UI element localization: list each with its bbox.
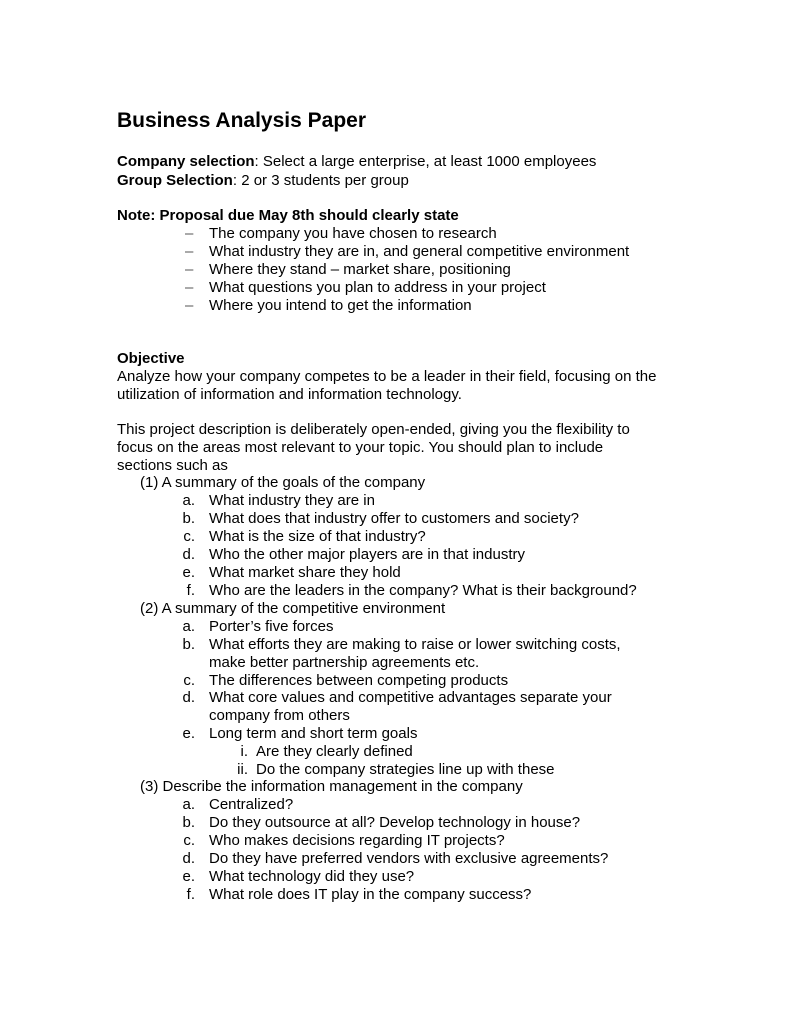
note-item-text: Where you intend to get the information	[209, 297, 472, 314]
objective-line: Analyze how your company competes to be a leader in their field, focusing on the	[117, 368, 657, 385]
list-marker: c.	[183, 672, 195, 689]
list-item: Do they have preferred vendors with exclusive agreements?	[209, 850, 609, 867]
roman-marker: ii.	[237, 761, 248, 778]
list-marker: f.	[186, 886, 195, 903]
section-heading: (1) A summary of the goals of the company	[140, 474, 426, 491]
list-marker: d.	[182, 546, 195, 563]
roman-marker: i.	[240, 743, 248, 760]
list-item: What market share they hold	[209, 564, 401, 581]
group-selection-label: Group Selection	[117, 172, 233, 189]
list-marker: d.	[182, 850, 195, 867]
note-item	[185, 225, 497, 243]
list-marker: e.	[182, 725, 195, 742]
group-selection-line	[117, 172, 409, 190]
dash-bullet: –	[185, 279, 194, 296]
list-item: What industry they are in	[209, 492, 375, 509]
description-line: This project description is deliberately open-ended, giving you the flexibility to	[117, 421, 630, 438]
description-line: sections such as	[117, 457, 228, 474]
list-marker: b.	[182, 510, 195, 527]
list-item: What core values and competitive advantages separate your	[209, 689, 612, 706]
list-item: Who the other major players are in that industry	[209, 546, 525, 563]
list-item: Centralized?	[209, 796, 294, 813]
sub-list-item: Are they clearly defined	[256, 743, 413, 760]
list-item: Long term and short term goals	[209, 725, 418, 742]
list-marker: c.	[183, 832, 195, 849]
note-item	[185, 297, 472, 315]
list-item: The differences between competing products	[209, 672, 509, 689]
list-marker: e.	[182, 564, 195, 581]
list-marker: f.	[186, 582, 195, 599]
page-title: Business Analysis Paper	[117, 109, 367, 132]
list-marker: d.	[182, 689, 195, 706]
sub-list-item: Do the company strategies line up with these	[256, 761, 555, 778]
list-item: What role does IT play in the company success?	[209, 886, 532, 903]
list-marker: a.	[182, 492, 195, 509]
list-marker: a.	[182, 618, 195, 635]
objective-line: utilization of information and information technology.	[117, 386, 462, 403]
list-marker: a.	[182, 796, 195, 813]
section-heading: (3) Describe the information management in the company	[140, 778, 523, 795]
note-item-text: What questions you plan to address in your project	[209, 279, 546, 296]
list-marker: c.	[183, 528, 195, 545]
list-item: What does that industry offer to customers and society?	[209, 510, 579, 527]
note-item	[185, 279, 546, 297]
list-item-continuation: make better partnership agreements etc.	[209, 654, 480, 671]
company-selection-label: Company selection	[117, 153, 255, 170]
dash-bullet: –	[185, 297, 194, 314]
list-marker: b.	[182, 636, 195, 653]
note-item	[185, 243, 629, 261]
dash-bullet: –	[185, 261, 194, 278]
list-item: Do they outsource at all? Develop technology in house?	[209, 814, 581, 831]
list-item-continuation: company from others	[209, 707, 350, 724]
list-item: What efforts they are making to raise or lower switching costs,	[209, 636, 621, 653]
objective-heading: Objective	[117, 350, 185, 367]
note-heading: Note: Proposal due May 8th should clearly state	[117, 207, 459, 224]
note-item-text: What industry they are in, and general competitive environment	[209, 243, 630, 260]
list-item: What is the size of that industry?	[209, 528, 426, 545]
description-line: focus on the areas most relevant to your topic. You should plan to include	[117, 439, 604, 456]
company-selection-line	[117, 153, 596, 171]
group-selection-text: : 2 or 3 students per group	[232, 172, 409, 189]
note-item-text: The company you have chosen to research	[209, 225, 497, 242]
list-item: What technology did they use?	[209, 868, 415, 885]
note-item	[185, 261, 511, 279]
dash-bullet: –	[185, 225, 194, 242]
section-heading: (2) A summary of the competitive environment	[140, 600, 446, 617]
company-selection-text: : Select a large enterprise, at least 1000 employees	[254, 153, 597, 170]
list-marker: e.	[182, 868, 195, 885]
list-marker: b.	[182, 814, 195, 831]
note-item-text: Where they stand – market share, positioning	[209, 261, 511, 278]
list-item: Who are the leaders in the company? What is their background?	[209, 582, 637, 599]
list-item: Who makes decisions regarding IT projects?	[209, 832, 505, 849]
dash-bullet: –	[185, 243, 194, 260]
list-item: Porter’s five forces	[209, 618, 334, 635]
